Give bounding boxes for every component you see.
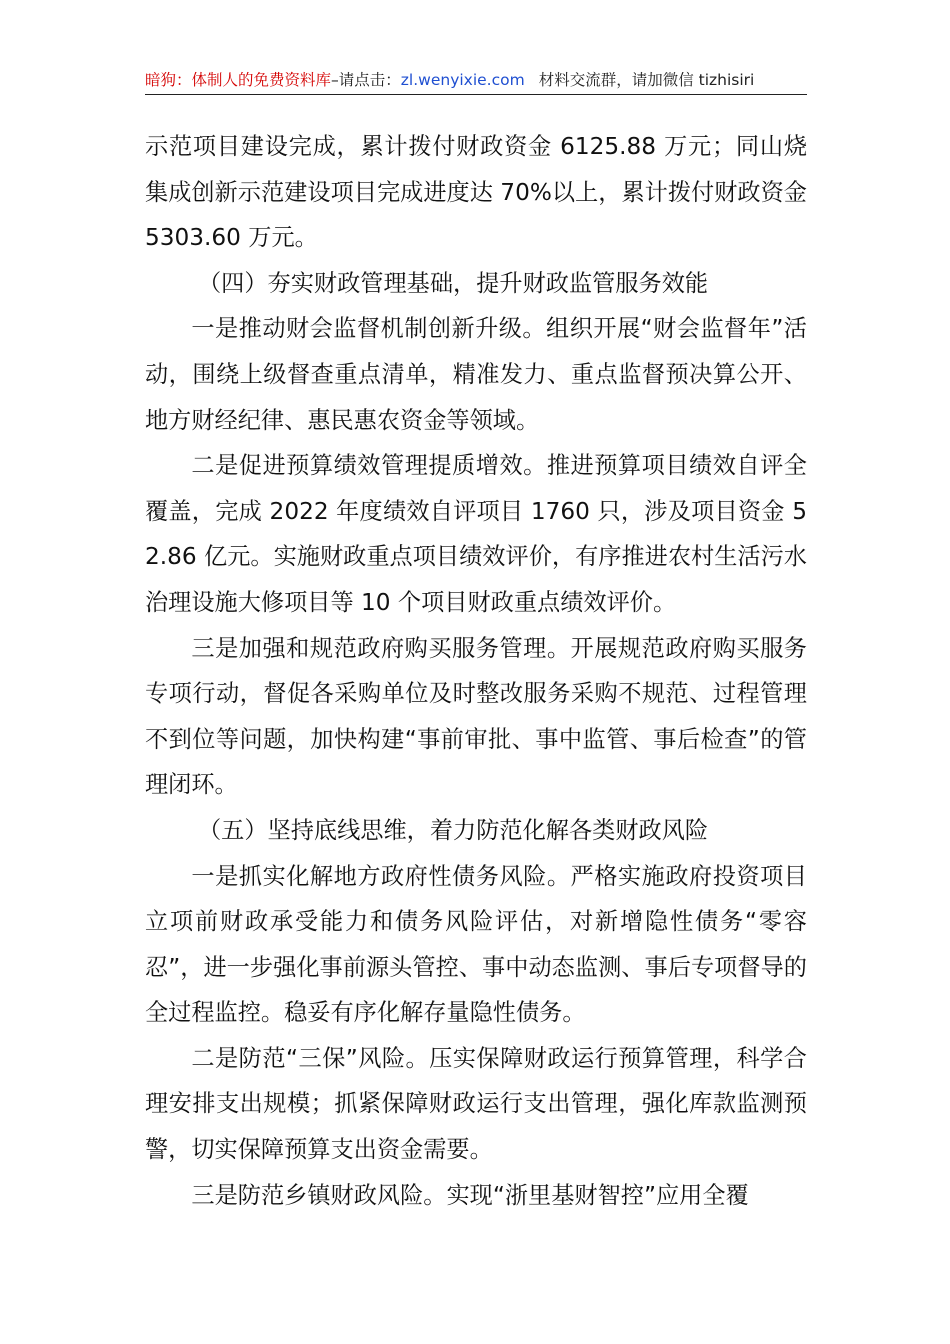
paragraph-financial-supervision: 一是推动财会监督机制创新升级。组织开展“财会监督年”活动，围绕上级督查重点清单，精准发力、重点监督预决算公开、地方财经纪律、惠民惠农资金等领域。 xyxy=(145,315,807,434)
paragraph-debt-risk: 一是抓实化解地方政府性债务风险。严格实施政府投资项目立项前财政承受能力和债务风险评估，对新增隐性债务“零容忍”，进一步强化事前源头管控、事中动态监测、事后专项督导的全过程监控。稳妥有序化解存量隐性债务。 xyxy=(145,862,807,1027)
paragraph-continuation: 示范项目建设完成，累计拨付财政资金 6125.88 万元；同山烧集成创新示范建设项目完成进度达 70%以上，累计拨付财政资金 5303.60 万元。 xyxy=(145,133,807,252)
paragraph-township-finance-risk: 三是防范乡镇财政风险。实现“浙里基财智控”应用全覆 xyxy=(191,1181,749,1209)
section-heading-5: （五）坚持底线思维，着力防范化解各类财政风险 xyxy=(198,816,709,844)
page-header xyxy=(145,66,807,95)
header-brand: 暗狗：体制人的免费资料库 xyxy=(145,71,332,89)
header-prompt: –请点击： xyxy=(331,71,401,89)
document-body xyxy=(145,124,807,1218)
section-heading-4: （四）夯实财政管理基础，提升财政监管服务效能 xyxy=(198,269,709,297)
header-url-link[interactable]: zl.wenyixie.com xyxy=(400,71,525,89)
paragraph-three-guarantees-risk: 二是防范“三保”风险。压实保障财政运行预算管理，科学合理安排支出规模；抓紧保障财政运行支出管理，强化库款监测预警，切实保障预算支出资金需要。 xyxy=(145,1044,807,1164)
header-wechat-note: 材料交流群，请加微信 tizhisiri xyxy=(538,71,755,89)
paragraph-budget-performance: 二是促进预算绩效管理提质增效。推进预算项目绩效自评全覆盖，完成 2022 年度绩效自评项目 1760 只，涉及项目资金 52.86 亿元。实施财政重点项目绩效评价，有序推进农村生活污水治理设施大修项目等 10 个项目财政重点绩效评价。 xyxy=(145,452,807,616)
paragraph-government-procurement: 三是加强和规范政府购买服务管理。开展规范政府购买服务专项行动，督促各采购单位及时整改服务采购不规范、过程管理不到位等问题，加快构建“事前审批、事中监管、事后检查”的管理闭环。 xyxy=(145,634,807,799)
